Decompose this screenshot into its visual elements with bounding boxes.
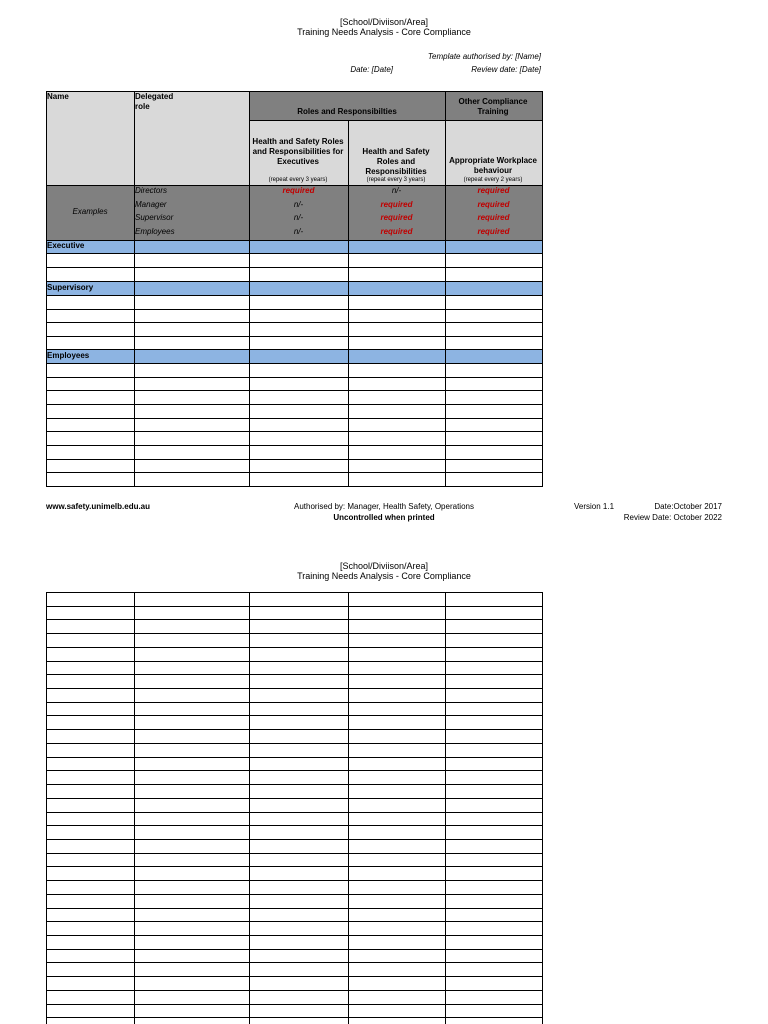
grid-line [46,295,542,296]
example-role: Employees [135,227,175,236]
grid-line [46,185,542,186]
grid-line [46,921,542,922]
example-value: required [477,227,510,236]
footer-review-date: Review Date: October 2022 [623,513,722,522]
section-executive-bg [46,240,542,253]
grid-line [46,880,542,881]
grid-line [46,309,542,310]
grid-line [46,592,47,1024]
grid-line [46,839,542,840]
example-role: Directors [135,186,168,195]
grid-line [46,253,542,254]
example-value: n/- [293,200,304,209]
grid-line [46,674,542,675]
example-value: required [380,213,413,222]
course-note-executives: (repeat every 3 years) [268,177,328,183]
grid-line [46,606,542,607]
footer-authorised: Authorised by: Manager, Health Safety, Operations [294,502,474,511]
grid-line [46,1004,542,1005]
grid-line [46,661,542,662]
group-header-roles: Roles and Responsibilties [297,107,397,116]
section-executive: Executive [47,241,85,250]
grid-line [46,349,542,350]
grid-line [46,784,542,785]
grid-line [46,267,542,268]
footer-website[interactable]: www.safety.unimelb.edu.au [46,502,151,511]
grid-line [46,336,542,337]
template-authorised: Template authorised by: [Name] [427,52,541,61]
grid-line [46,894,542,895]
grid-line [46,322,542,323]
grid-line [134,592,135,1024]
example-value: required [477,200,510,209]
section-supervisory: Supervisory [47,283,94,292]
course-header-executives: Health and Safety Roles and Responsibilities for Executives [252,137,344,166]
grid-line [46,647,542,648]
page2-document-title: Training Needs Analysis - Core Compliance [297,571,471,581]
grid-line [134,91,135,487]
grid-line [46,363,542,364]
grid-line [46,908,542,909]
grid-line [46,472,542,473]
grid-line [46,702,542,703]
grid-line [46,404,542,405]
grid-line [542,592,543,1024]
grid-line [46,688,542,689]
grid-line [46,715,542,716]
grid-line [46,619,542,620]
table-border-right [542,91,543,487]
example-value: required [380,200,413,209]
grid-line [46,459,542,460]
footer-uncontrolled: Uncontrolled when printed [333,513,435,522]
example-value: required [477,186,510,195]
grid-line [46,240,542,241]
example-value: required [282,186,315,195]
column-header-delegated-role: Delegated role [135,92,174,111]
grid-line [445,91,446,487]
grid-line [46,757,542,758]
course-header-roles: Health and Safety Roles and Responsibilities [362,147,430,176]
section-supervisory-bg [46,281,542,295]
grid-line [46,633,542,634]
document-date: Date: [Date] [350,65,393,74]
course-header-workplace-behaviour: Appropriate Workplace behaviour [449,156,537,175]
group-header-other-compliance: Other Compliance Training [458,97,528,116]
grid-line [46,431,542,432]
review-date: Review date: [Date] [471,65,541,74]
grid-line [46,990,542,991]
grid-line [46,976,542,977]
section-employees-bg [46,349,542,363]
area-title: [School/Diviison/Area] [339,17,429,27]
grid-line [46,853,542,854]
example-role: Supervisor [135,213,174,222]
grid-line [46,445,542,446]
grid-line [445,592,446,1024]
example-role: Manager [135,200,167,209]
course-note-workplace-behaviour: (repeat every 2 years) [463,177,523,183]
column-header-name: Name [47,92,69,101]
grid-line [348,592,349,1024]
grid-line [46,281,542,282]
table-border-top [46,91,542,92]
course-note-roles: (repeat every 3 years) [366,177,426,183]
document-title: Training Needs Analysis - Core Compliance [297,27,471,37]
grid-line [46,949,542,950]
grid-line [46,798,542,799]
example-value: n/- [391,186,402,195]
grid-line [46,770,542,771]
grid-line [46,743,542,744]
example-value: n/- [293,213,304,222]
grid-line [249,91,250,487]
grid-line [46,825,542,826]
table-border-left [46,91,47,487]
examples-label: Examples [72,207,108,216]
footer-date: Date:October 2017 [654,502,722,511]
grid-line [46,729,542,730]
grid-line [46,812,542,813]
grid-line [348,120,349,487]
grid-line [46,418,542,419]
grid-line [46,935,542,936]
page2-area-title: [School/Diviison/Area] [339,561,429,571]
table-border-bottom [46,486,542,487]
grid-line [46,390,542,391]
grid-line [46,592,542,593]
grid-line [46,1017,542,1018]
footer-version: Version 1.1 [574,502,615,511]
example-value: n/- [293,227,304,236]
example-value: required [380,227,413,236]
example-value: required [477,213,510,222]
grid-line [46,962,542,963]
grid-line [46,866,542,867]
section-employees: Employees [47,351,90,360]
grid-line [249,592,250,1024]
grid-line [249,120,542,121]
grid-line [46,377,542,378]
